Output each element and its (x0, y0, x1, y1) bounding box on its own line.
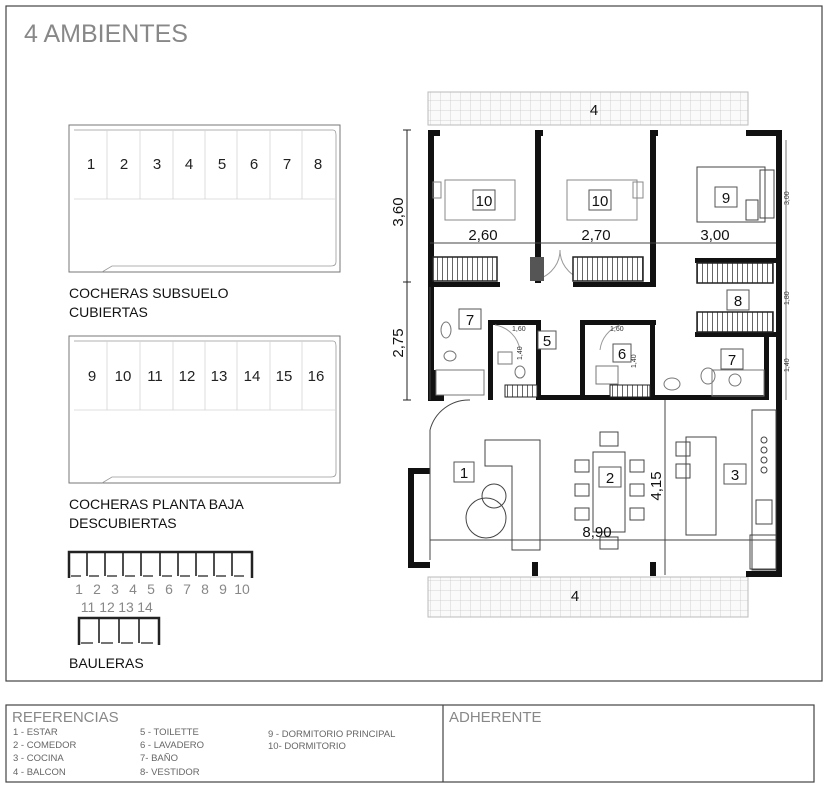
reference-item: 8- VESTIDOR (140, 767, 200, 778)
baulera-number: 1 (75, 581, 83, 597)
baulera-number: 5 (147, 581, 155, 597)
room-number: 2 (605, 470, 615, 487)
closet (697, 263, 773, 283)
parking-number: 14 (243, 368, 261, 385)
parking-number: 8 (313, 156, 323, 173)
dimension-label: 1,60 (512, 326, 526, 333)
parking-number: 1 (86, 156, 96, 173)
room-number: 7 (727, 352, 737, 369)
reference-item: 5 - TOILETTE (140, 727, 199, 738)
cocheras-subsuelo (69, 125, 340, 320)
cocheras-pb-label: COCHERAS PLANTA BAJA (69, 496, 244, 512)
reference-item: 4 - BALCON (13, 767, 66, 778)
baulera-number: 7 (183, 581, 191, 597)
parking-number: 2 (119, 156, 129, 173)
reference-item: 1 - ESTAR (13, 727, 58, 738)
dimension-label: 3,60 (390, 197, 407, 227)
dimension-label: 2,75 (390, 328, 407, 358)
balcony-label: 4 (589, 102, 599, 119)
references-heading: REFERENCIAS (12, 709, 119, 726)
baulera-number: 9 (219, 581, 227, 597)
cocheras-planta-baja (69, 336, 340, 531)
baulera-number: 12 (99, 599, 115, 615)
baulera-number: 13 (118, 599, 134, 615)
bauleras (69, 552, 252, 671)
baulera-number: 4 (129, 581, 137, 597)
room-number: 10 (475, 193, 493, 210)
balcony-bottom (428, 577, 748, 617)
apartment-plan (390, 92, 791, 617)
references-legend (12, 709, 542, 778)
closet (573, 257, 643, 281)
dimension-label: 1,60 (610, 326, 624, 333)
room-number: 7 (465, 312, 475, 329)
dimension-label: 3,00 (700, 227, 730, 244)
parking-number: 11 (147, 368, 163, 385)
dimension-label: 1,40 (631, 354, 638, 368)
parking-block (69, 125, 340, 272)
room-number: 3 (730, 467, 740, 484)
room-number: 6 (617, 346, 627, 363)
cocheras-subsuelo-label: COCHERAS SUBSUELO (69, 285, 229, 301)
dimension-label: 1,40 (517, 346, 524, 360)
parking-number: 5 (217, 156, 227, 173)
cocheras-pb-label: DESCUBIERTAS (69, 515, 177, 531)
parking-number: 15 (275, 368, 293, 385)
room-number: 5 (542, 333, 552, 350)
balcony-label: 4 (570, 588, 580, 605)
baulera-number: 14 (137, 599, 153, 615)
reference-item: 10- DORMITORIO (268, 741, 346, 752)
parking-number: 12 (178, 368, 196, 385)
parking-number: 7 (282, 156, 292, 173)
dimension-label: 4,15 (648, 471, 665, 501)
dimension-label: 2,70 (581, 227, 611, 244)
dimension-label: 8,90 (582, 524, 612, 541)
parking-number: 10 (114, 368, 132, 385)
reference-item: 3 - COCINA (13, 753, 64, 764)
room-number: 10 (591, 193, 609, 210)
adherente-heading: ADHERENTE (449, 709, 542, 726)
parking-number: 9 (87, 368, 97, 385)
dimension-label: 1,40 (784, 358, 791, 372)
closet (433, 257, 497, 281)
dimension-label: 1,80 (784, 291, 791, 305)
cocheras-subsuelo-label: CUBIERTAS (69, 304, 148, 320)
baulera-number: 8 (201, 581, 209, 597)
parking-block (69, 336, 340, 483)
dimension-label: 2,60 (468, 227, 498, 244)
baulera-number: 11 (80, 599, 96, 615)
closet (610, 385, 650, 397)
legend-frame (6, 705, 814, 782)
reference-item: 9 - DORMITORIO PRINCIPAL (268, 729, 396, 740)
parking-number: 16 (307, 368, 325, 385)
parking-number: 3 (152, 156, 162, 173)
baulera-number: 2 (93, 581, 101, 597)
baulera-number: 10 (234, 581, 250, 597)
parking-number: 6 (249, 156, 259, 173)
dimension-label: 3,00 (784, 191, 791, 205)
room-number: 1 (459, 465, 469, 482)
bauleras-label: BAULERAS (69, 655, 144, 671)
parking-number: 4 (184, 156, 194, 173)
room-number: 8 (733, 293, 743, 310)
parking-number: 13 (210, 368, 228, 385)
reference-item: 2 - COMEDOR (13, 740, 77, 751)
closet (505, 385, 537, 397)
baulera-number: 6 (165, 581, 173, 597)
sheet-title: 4 AMBIENTES (24, 20, 188, 48)
reference-item: 7- BAÑO (140, 753, 179, 764)
baulera-number: 3 (111, 581, 119, 597)
balcony-top (428, 92, 748, 125)
reference-item: 6 - LAVADERO (140, 740, 205, 751)
room-number: 9 (721, 190, 731, 207)
closet (697, 312, 773, 332)
